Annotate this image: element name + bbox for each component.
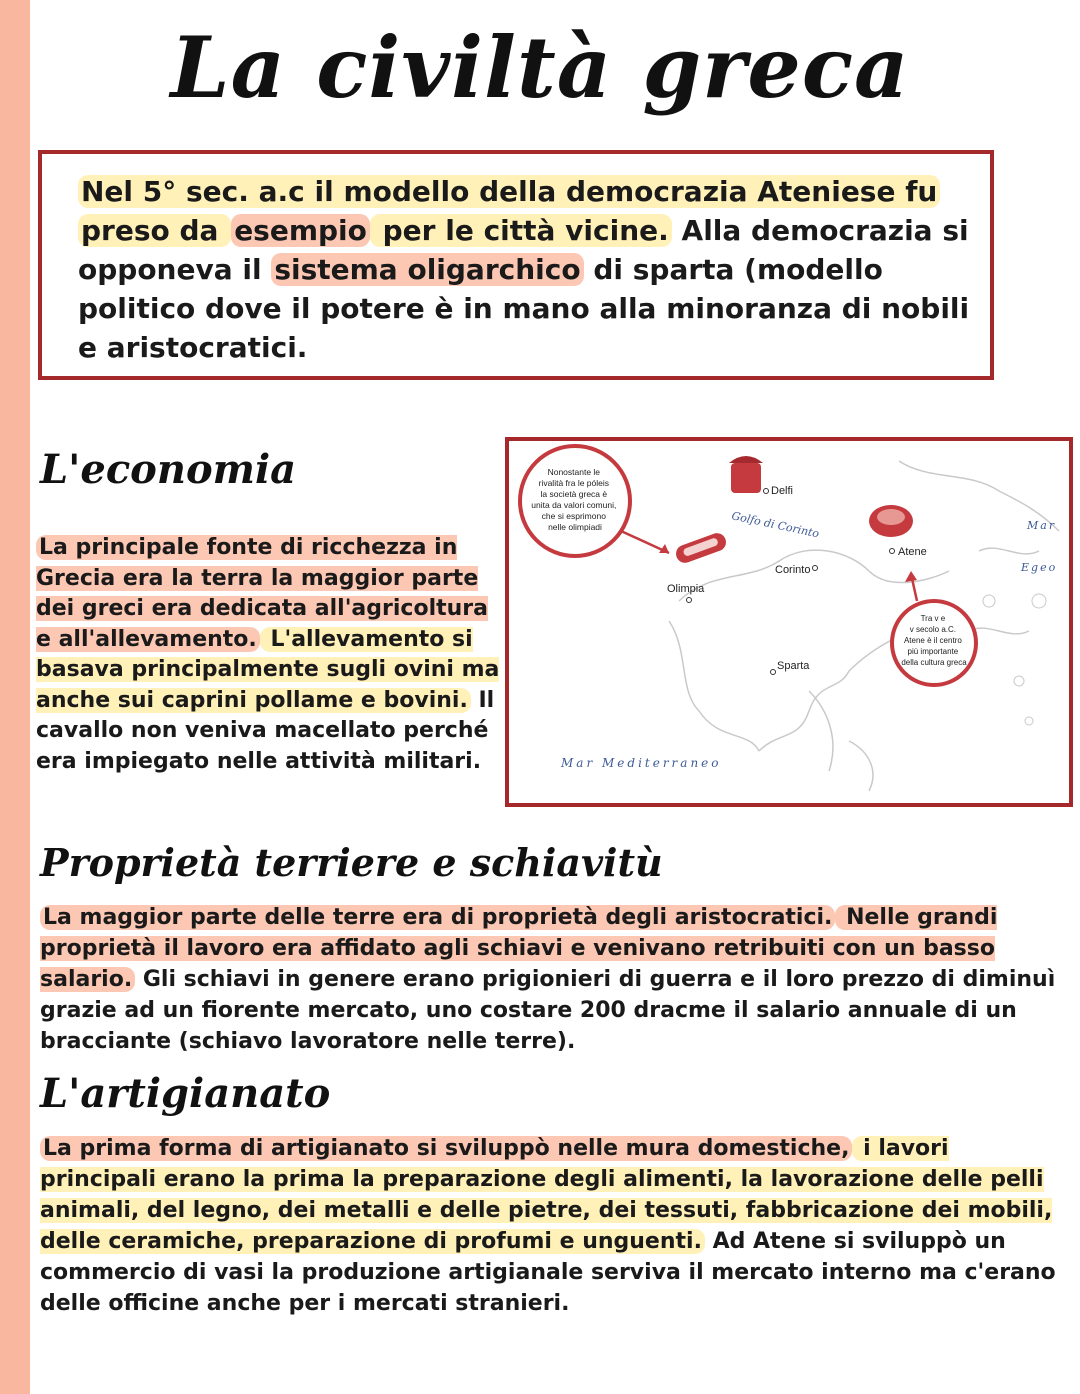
intro-highlight: Nel 5° sec. a.c il modello della democrazia Ateniese fu <box>78 175 940 208</box>
label-corinto: Corinto <box>775 564 811 576</box>
intro-text: di sparta (modello politico dove il potere è in mano alla minoranza di nobili e aristocratici. <box>78 253 970 364</box>
intro-highlight-keyword: sistema oligarchico <box>271 253 583 286</box>
artigianato-text: Ad Atene si sviluppò un commercio di vasi la produzione artigianale serviva il mercato interno ma c'erano delle officine anche per i mercati stranieri. <box>40 1229 1056 1316</box>
island <box>1025 717 1033 725</box>
label-atene: Atene <box>898 546 927 558</box>
city-marker-icon <box>771 670 776 675</box>
city-marker-icon <box>890 549 895 554</box>
arrowhead-icon <box>905 571 917 582</box>
island <box>1032 594 1046 608</box>
label-olimpia: Olimpia <box>667 583 705 595</box>
label-mar-egeo: Mar <box>1027 519 1057 532</box>
island <box>1014 676 1024 686</box>
olimpiadi-note: Nonostante le rivalità fra le póleis la società greca è unita da valori comuni, che si esprimono nelle olimpiadi <box>531 467 617 532</box>
artigianato-highlight: i lavori principali erano la prima la preparazione degli alimenti, la lavorazione delle pelli animali, del legno, dei metalli e delle pietre, dei tessuti, fabbricazione dei mobili, delle ceramiche, preparazione di profumi e unguenti. <box>40 1136 1053 1254</box>
economia-text: Il cavallo non veniva macellato perché era impiegato nelle attività militari. <box>36 687 495 774</box>
temple-roof-icon <box>729 456 763 463</box>
intro-text: Alla democrazia si opponeva il <box>78 214 969 286</box>
coastline <box>809 691 873 791</box>
heading-economia: L'economia <box>40 446 297 493</box>
intro-paragraph <box>78 172 978 367</box>
label-golfo-di-corinto: Golfo di Corinto <box>730 509 821 541</box>
proprieta-text: Gli schiavi in genere erano prigionieri di guerra e il loro prezzo di diminuì grazie ad un fiorente mercato, uno costare 200 dracme il salario annuale di un bracciante (schiavo lavoratore nelle terre). <box>40 967 1056 1054</box>
proprieta-highlight: La maggior parte delle terre era di proprietà degli aristocratici. <box>40 905 835 930</box>
proprieta-highlight: Nelle grandi proprietà il lavoro era affidato agli schiavi e venivano retribuiti con un basso salario. <box>40 905 998 992</box>
theatre-stage-icon <box>877 509 905 525</box>
city-marker-icon <box>687 598 692 603</box>
city-marker-icon <box>764 489 769 494</box>
intro-highlight: per le città vicine. <box>370 214 672 247</box>
label-mar-egeo: Egeo <box>1021 561 1058 574</box>
intro-highlight-keyword: esempio <box>231 214 370 247</box>
island <box>983 595 995 607</box>
economia-paragraph <box>36 533 504 777</box>
proprieta-paragraph <box>40 902 1060 1057</box>
map-drawing <box>509 441 1069 803</box>
label-mar-mediterraneo: Mar Mediterraneo <box>561 756 722 770</box>
label-sparta: Sparta <box>777 660 810 672</box>
intro-highlight: preso da <box>78 214 231 247</box>
side-color-strip <box>0 0 30 1394</box>
artigianato-highlight: La prima forma di artigianato si sviluppò nelle mura domestiche, <box>40 1136 852 1161</box>
coastline <box>669 621 849 751</box>
economia-highlight: La principale fonte di ricchezza in Grecia era la terra la maggior parte dei greci era dedicata all'agricoltura e all'allevamento. <box>36 535 488 652</box>
coastline <box>899 461 1059 554</box>
page-title: La civiltà greca <box>170 18 910 117</box>
greece-map <box>505 437 1073 807</box>
artigianato-paragraph <box>40 1133 1060 1319</box>
heading-proprieta: Proprietà terriere e schiavitù <box>40 840 663 885</box>
heading-artigianato: L'artigianato <box>40 1070 331 1117</box>
economia-highlight: L'allevamento si basava principalmente sugli ovini ma anche sui caprini pollame e bovini. <box>36 626 500 713</box>
city-marker-icon <box>813 566 818 571</box>
atene-note: Tra v e v secolo a.C. Atene è il centro più importante della cultura greca <box>901 614 967 667</box>
temple-icon <box>731 463 761 493</box>
label-delfi: Delfi <box>771 485 794 497</box>
